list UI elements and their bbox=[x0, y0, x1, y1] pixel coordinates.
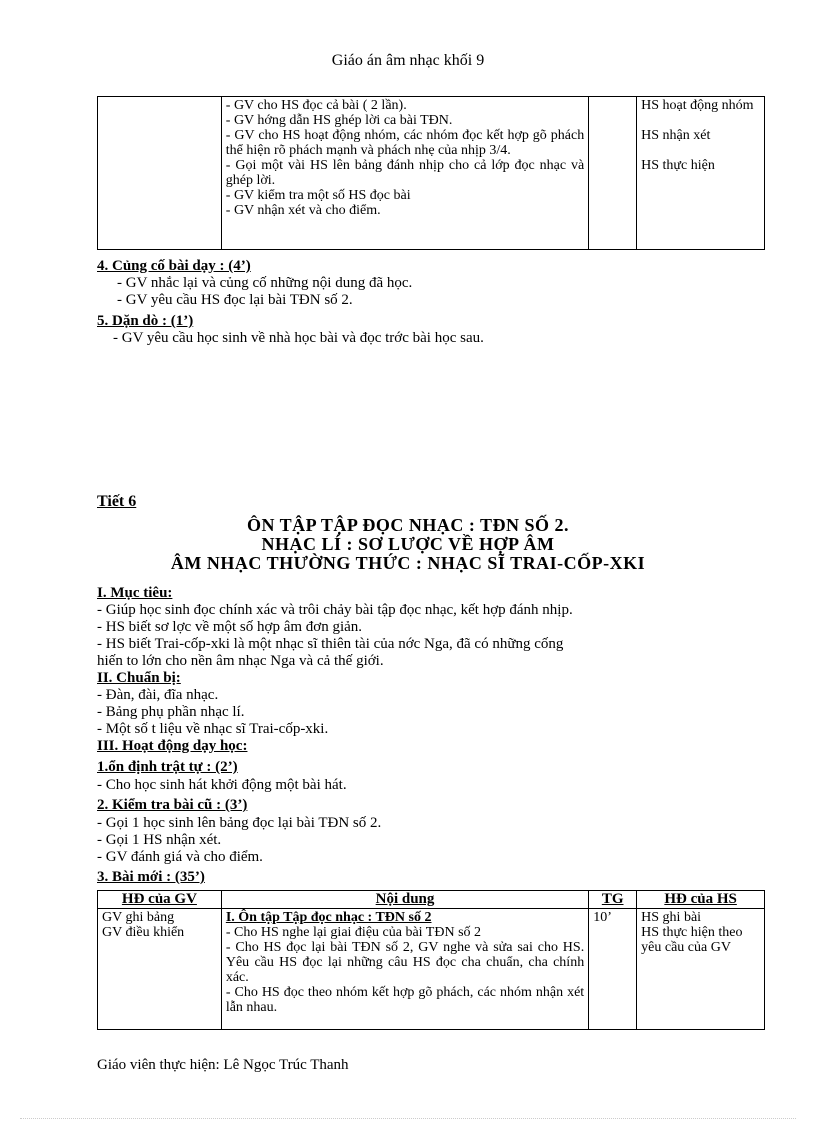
footer-teacher: Giáo viên thực hiện: Lê Ngọc Trúc Thanh bbox=[97, 1057, 349, 1073]
hs-line: HS hoạt động nhóm bbox=[641, 98, 754, 113]
content-line: - GV cho HS hoạt động nhóm, các nhóm đọc kết hợp gõ phách thể hiện rõ phách mạnh và phách nhẹ của nhịp 3/4. bbox=[225, 128, 585, 158]
step1-line: - Cho học sinh hát khởi động một bài hát. bbox=[97, 777, 347, 793]
preparation-line: - Bảng phụ phần nhạc lí. bbox=[97, 704, 245, 720]
section4-line: - GV yêu cầu HS đọc lại bài TĐN số 2. bbox=[117, 292, 353, 308]
objective-line: - HS biết sơ lợc về một số hợp âm đơn giản. bbox=[97, 619, 363, 635]
content-line: - GV hớng dẫn HS ghép lời ca bài TĐN. bbox=[225, 113, 453, 128]
section5-heading: 5. Dặn dò : (1’) bbox=[97, 313, 194, 329]
content-title: I. Ôn tập Tập đọc nhạc : TĐN số 2 bbox=[225, 910, 432, 925]
content-line: - Cho HS đọc theo nhóm kết hợp gõ phách, các nhóm nhận xét lẫn nhau. bbox=[225, 985, 585, 1015]
table-header-row bbox=[98, 891, 765, 909]
objective-line: - HS biết Trai-cốp-xki là một nhạc sĩ thiên tài của nớc Nga, đã có những cống bbox=[97, 636, 564, 652]
section4-line: - GV nhắc lại và củng cố những nội dung đã học. bbox=[117, 275, 413, 291]
lesson-title-2: NHẠC LÍ : SƠ LƯỢC VỀ HỢP ÂM bbox=[261, 534, 555, 554]
step2-line: - Gọi 1 học sinh lên bảng đọc lại bài TĐN số 2. bbox=[97, 815, 382, 831]
step2-line: - Gọi 1 HS nhận xét. bbox=[97, 832, 222, 848]
activities-heading: III. Hoạt động dạy học: bbox=[97, 738, 248, 754]
activity-table-continued bbox=[97, 96, 765, 250]
header-content: Nội dung bbox=[221, 891, 588, 909]
header-time: TG bbox=[589, 891, 637, 909]
gv-cell bbox=[98, 909, 222, 1030]
hs-line: HS thực hiện theo yêu cầu của GV bbox=[641, 925, 743, 955]
lesson-label: Tiết 6 bbox=[97, 493, 137, 510]
hs-line: HS thực hiện bbox=[641, 158, 715, 173]
content-line: - Gọi một vài HS lên bảng đánh nhịp cho cả lớp đọc nhạc và ghép lời. bbox=[225, 158, 585, 188]
content-cell bbox=[221, 97, 588, 250]
hs-line: HS ghi bài bbox=[641, 910, 702, 925]
table-row bbox=[98, 909, 765, 1030]
preparation-line: - Đàn, đài, đĩa nhạc. bbox=[97, 687, 219, 703]
content-line: - GV kiểm tra một số HS đọc bài bbox=[225, 188, 411, 203]
content-line: - GV cho HS đọc cả bài ( 2 lần). bbox=[225, 98, 407, 113]
content-line: - Cho HS nghe lại giai điệu của bài TĐN số 2 bbox=[225, 925, 482, 940]
lesson-title-3: ÂM NHẠC THƯỜNG THỨC : NHẠC SĨ TRAI-CỐP-XKI bbox=[170, 553, 646, 573]
step1-heading: 1.ổn định trật tự : (2’) bbox=[97, 759, 238, 775]
preparation-heading: II. Chuẩn bị: bbox=[97, 670, 181, 686]
objectives-heading: I. Mục tiêu: bbox=[97, 585, 173, 601]
hs-cell bbox=[637, 97, 765, 250]
page-divider bbox=[20, 1118, 796, 1119]
gv-cell bbox=[98, 97, 222, 250]
content-line: - Cho HS đọc lại bài TĐN số 2, GV nghe và sửa sai cho HS. Yêu cầu HS đọc lại những câu HS đọc cha chuẩn, cha chính xác. bbox=[225, 940, 585, 985]
step2-line: - GV đánh giá và cho điểm. bbox=[97, 849, 263, 865]
lesson-title-1: ÔN TẬP TẬP ĐỌC NHẠC : TĐN SỐ 2. bbox=[246, 515, 570, 535]
hs-cell bbox=[637, 909, 765, 1030]
section5-line: - GV yêu cầu học sinh về nhà học bài và đọc trớc bài học sau. bbox=[113, 330, 484, 346]
hs-line: HS nhận xét bbox=[641, 128, 711, 143]
section4-heading: 4. Củng cố bài dạy : (4’) bbox=[97, 258, 251, 274]
time-cell bbox=[589, 97, 637, 250]
step3-heading: 3. Bài mới : (35’) bbox=[97, 869, 205, 885]
header-hs: HĐ của HS bbox=[637, 891, 765, 909]
header-gv: HĐ của GV bbox=[98, 891, 222, 909]
preparation-line: - Một số t liệu về nhạc sĩ Trai-cốp-xki. bbox=[97, 721, 329, 737]
content-line: - GV nhận xét và cho điểm. bbox=[225, 203, 381, 218]
page-header: Giáo án âm nhạc khối 9 bbox=[331, 52, 485, 69]
new-lesson-table bbox=[97, 890, 765, 1030]
step2-heading: 2. Kiểm tra bài cũ : (3’) bbox=[97, 797, 248, 813]
objective-line: hiến to lớn cho nền âm nhạc Nga và cả thế giới. bbox=[97, 653, 384, 669]
content-cell bbox=[221, 909, 588, 1030]
gv-line: GV điều khiển bbox=[102, 925, 185, 940]
objective-line: - Giúp học sinh đọc chính xác và trôi chảy bài tập đọc nhạc, kết hợp đánh nhịp. bbox=[97, 602, 573, 618]
time-cell: 10’ bbox=[589, 909, 637, 1030]
gv-line: GV ghi bảng bbox=[102, 910, 175, 925]
